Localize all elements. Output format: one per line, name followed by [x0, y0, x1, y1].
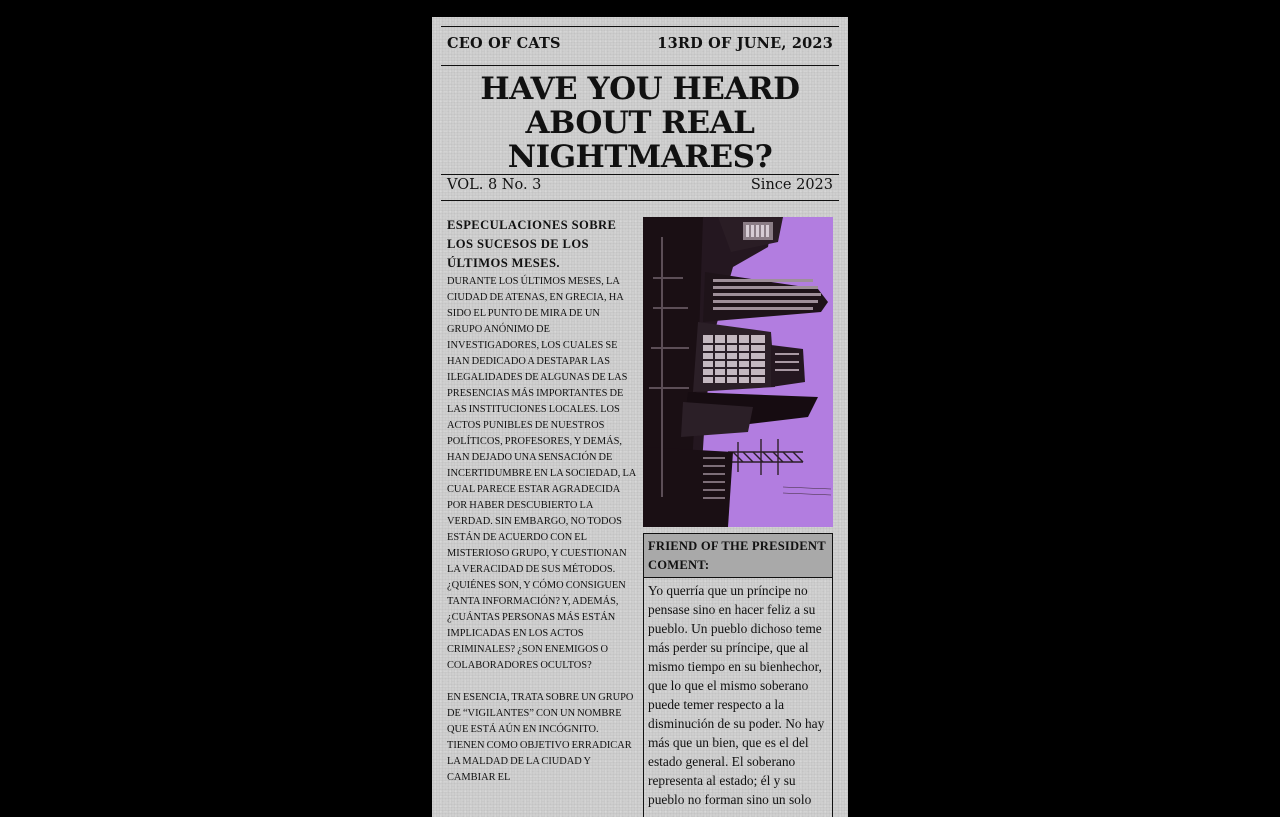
- article-paragraph: DURANTE LOS ÚLTIMOS MESES, LA CIUDAD DE ATENAS, EN GRECIA, HA SIDO EL PUNTO DE MIRA DE UN GRUPO ANÓNIMO DE INVESTIGADORES, LOS CUALES SE HAN DEDICADO A DESTAPAR LAS ILEGALIDADES DE ALGUNAS DE LAS PRESENCIAS MÁS IMPORTANTES DE LAS INSTITUCIONES LOCALES. LOS ACTOS PUNIBLES DE NUESTROS POLÍTICOS, PROFESORES, Y DEMÁS, HAN DEJADO UNA SENSACIÓN DE INCERTIDUMBRE EN LA SOCIEDAD, LA CUAL PARECE ESTAR AGRADECIDA POR HABER DESCUBIERTO LA VERDAD. SIN EMBARGO, NO TODOS ESTÁN DE ACUERDO CON EL MISTERIOSO GRUPO, Y CUESTIONAN LA VERACIDAD DE SUS MÉTODOS. ¿QUIÉNES SON, Y CÓMO CONSIGUEN TANTA INFORMACIÓN? Y, ADEMÁS, ¿CUÁNTAS PERSONAS MÁS ESTÁN IMPLICADAS EN LOS ACTOS CRIMINALES? ¿SON ENEMIGOS O COLABORADORES OCULTOS?: [447, 276, 636, 671]
- volume-rule: [441, 200, 839, 201]
- article-title: ESPECULACIONES SOBRE LOS SUCESOS DE LOS ÚLTIMOS MESES.: [447, 218, 617, 270]
- comment-box: [643, 533, 833, 817]
- since-year: Since 2023: [750, 177, 833, 193]
- top-rule: [441, 26, 839, 27]
- headline: HAVE YOU HEARD ABOUT REAL NIGHTMARES?: [480, 71, 800, 175]
- article-paragraph: EN ESENCIA, TRATA SOBRE UN GRUPO DE “VIGILANTES” CON UN NOMBRE QUE ESTÁ AÚN EN INCÓGNITO. TIENEN COMO OBJETIVO ERRADICAR LA MALDAD DE LA CIUDAD Y CAMBIAR EL: [447, 692, 634, 783]
- comment-title: FRIEND OF THE PRESIDENT COMENT:: [644, 534, 832, 578]
- issue-date: 13RD OF JUNE, 2023: [657, 35, 833, 52]
- headline-rule: [441, 174, 839, 175]
- masthead-topbar: [447, 35, 833, 52]
- volume-bar: [447, 177, 833, 193]
- newspaper-page: [432, 17, 848, 817]
- skyline-image: [643, 217, 833, 527]
- city-photo: [643, 217, 833, 527]
- volume-number: VOL. 8 No. 3: [447, 177, 542, 193]
- comment-body: Yo querría que un príncipe no pensase sino en hacer feliz a su pueblo. Un pueblo dichoso teme más perder su príncipe, que al mismo tiempo en su bienhechor, que lo que el mismo soberano puede temer respecto a la disminución de su poder. No hay más que un bien, que es el del estado general. El soberano representa al estado; él y su pueblo no forman sino un solo: [648, 583, 825, 807]
- main-article: [447, 216, 637, 786]
- publisher-name: CEO OF CATS: [447, 35, 561, 52]
- masthead-rule: [441, 65, 839, 66]
